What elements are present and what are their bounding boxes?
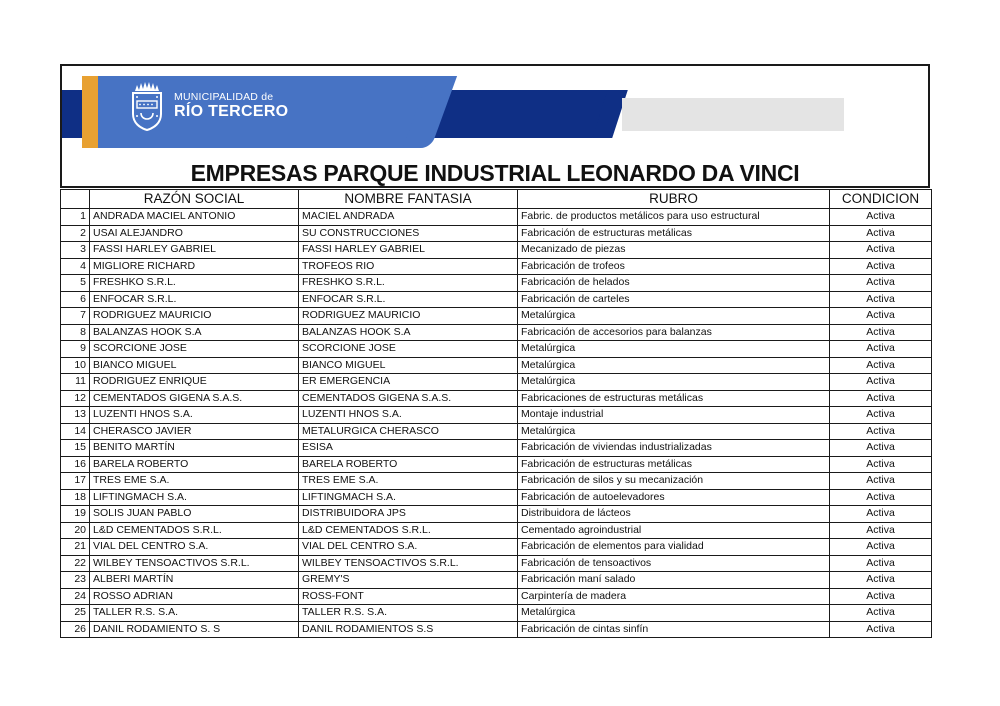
razon-social-cell: USAI ALEJANDRO	[90, 225, 299, 242]
rubro-cell: Fabricación de carteles	[518, 291, 830, 308]
nombre-fantasia-cell: SCORCIONE JOSE	[299, 341, 518, 358]
row-number: 12	[61, 390, 90, 407]
row-number: 23	[61, 572, 90, 589]
razon-social-cell: BENITO MARTÍN	[90, 440, 299, 457]
row-number: 21	[61, 539, 90, 556]
nombre-fantasia-cell: CEMENTADOS GIGENA S.A.S.	[299, 390, 518, 407]
rubro-cell: Fabricaciones de estructuras metálicas	[518, 390, 830, 407]
table-row	[61, 390, 932, 407]
row-number: 3	[61, 242, 90, 259]
companies-table	[60, 189, 932, 638]
column-header-nombre-fantasia: NOMBRE FANTASIA	[299, 190, 518, 209]
condicion-cell: Activa	[830, 555, 932, 572]
table-row	[61, 539, 932, 556]
table-row	[61, 489, 932, 506]
nombre-fantasia-cell: ENFOCAR S.R.L.	[299, 291, 518, 308]
row-number: 18	[61, 489, 90, 506]
razon-social-cell: RODRIGUEZ ENRIQUE	[90, 374, 299, 391]
condicion-cell: Activa	[830, 341, 932, 358]
nombre-fantasia-cell: GREMY'S	[299, 572, 518, 589]
nombre-fantasia-cell: DANIL RODAMIENTOS S.S	[299, 621, 518, 638]
table-row	[61, 324, 932, 341]
rubro-cell: Fabricación de viviendas industrializadas	[518, 440, 830, 457]
rubro-cell: Fabricación de helados	[518, 275, 830, 292]
nombre-fantasia-cell: LUZENTI HNOS S.A.	[299, 407, 518, 424]
table-row	[61, 374, 932, 391]
nombre-fantasia-cell: BIANCO MIGUEL	[299, 357, 518, 374]
condicion-cell: Activa	[830, 605, 932, 622]
nombre-fantasia-cell: TALLER R.S. S.A.	[299, 605, 518, 622]
municipal-crest-icon	[128, 80, 166, 132]
rubro-cell: Fabricación de cintas sinfín	[518, 621, 830, 638]
condicion-cell: Activa	[830, 374, 932, 391]
nombre-fantasia-cell: L&D CEMENTADOS S.R.L.	[299, 522, 518, 539]
table-row	[61, 522, 932, 539]
row-number: 25	[61, 605, 90, 622]
row-number: 15	[61, 440, 90, 457]
banner-orange-accent	[82, 76, 98, 148]
table-row	[61, 308, 932, 325]
logo-title: RÍO TERCERO	[174, 102, 289, 120]
table-row	[61, 275, 932, 292]
razon-social-cell: RODRIGUEZ MAURICIO	[90, 308, 299, 325]
condicion-cell: Activa	[830, 522, 932, 539]
document-header	[60, 64, 930, 188]
row-number: 14	[61, 423, 90, 440]
condicion-cell: Activa	[830, 572, 932, 589]
row-number: 7	[61, 308, 90, 325]
logo-subtitle: MUNICIPALIDAD de	[174, 91, 274, 104]
condicion-cell: Activa	[830, 407, 932, 424]
condicion-cell: Activa	[830, 209, 932, 226]
condicion-cell: Activa	[830, 308, 932, 325]
nombre-fantasia-cell: WILBEY TENSOACTIVOS S.R.L.	[299, 555, 518, 572]
column-header-rubro: RUBRO	[518, 190, 830, 209]
razon-social-cell: BARELA ROBERTO	[90, 456, 299, 473]
table-row	[61, 588, 932, 605]
table-row	[61, 357, 932, 374]
razon-social-cell: LIFTINGMACH S.A.	[90, 489, 299, 506]
condicion-cell: Activa	[830, 621, 932, 638]
row-number: 17	[61, 473, 90, 490]
nombre-fantasia-cell: FRESHKO S.R.L.	[299, 275, 518, 292]
rubro-cell: Fabricación de trofeos	[518, 258, 830, 275]
nombre-fantasia-cell: DISTRIBUIDORA JPS	[299, 506, 518, 523]
table-row	[61, 605, 932, 622]
table-row	[61, 473, 932, 490]
rubro-cell: Fabricación de tensoactivos	[518, 555, 830, 572]
table-row	[61, 242, 932, 259]
table-header-row	[61, 190, 932, 209]
rubro-cell: Cementado agroindustrial	[518, 522, 830, 539]
row-number: 13	[61, 407, 90, 424]
rubro-cell: Carpintería de madera	[518, 588, 830, 605]
row-number: 1	[61, 209, 90, 226]
table-row	[61, 258, 932, 275]
table-row	[61, 572, 932, 589]
condicion-cell: Activa	[830, 456, 932, 473]
nombre-fantasia-cell: TROFEOS RIO	[299, 258, 518, 275]
table-row	[61, 225, 932, 242]
row-number: 4	[61, 258, 90, 275]
razon-social-cell: ANDRADA MACIEL ANTONIO	[90, 209, 299, 226]
column-header-number	[61, 190, 90, 209]
row-number: 10	[61, 357, 90, 374]
condicion-cell: Activa	[830, 440, 932, 457]
nombre-fantasia-cell: LIFTINGMACH S.A.	[299, 489, 518, 506]
row-number: 22	[61, 555, 90, 572]
rubro-cell: Fabricación maní salado	[518, 572, 830, 589]
razon-social-cell: SOLIS JUAN PABLO	[90, 506, 299, 523]
razon-social-cell: DANIL RODAMIENTO S. S	[90, 621, 299, 638]
razon-social-cell: TRES EME S.A.	[90, 473, 299, 490]
table-row	[61, 423, 932, 440]
nombre-fantasia-cell: ER EMERGENCIA	[299, 374, 518, 391]
banner-grey-stripe	[622, 98, 844, 131]
razon-social-cell: ALBERI MARTÍN	[90, 572, 299, 589]
condicion-cell: Activa	[830, 588, 932, 605]
rubro-cell: Metalúrgica	[518, 357, 830, 374]
razon-social-cell: ENFOCAR S.R.L.	[90, 291, 299, 308]
table-row	[61, 506, 932, 523]
razon-social-cell: WILBEY TENSOACTIVOS S.R.L.	[90, 555, 299, 572]
condicion-cell: Activa	[830, 291, 932, 308]
condicion-cell: Activa	[830, 357, 932, 374]
nombre-fantasia-cell: SU CONSTRUCCIONES	[299, 225, 518, 242]
nombre-fantasia-cell: METALURGICA CHERASCO	[299, 423, 518, 440]
table-row	[61, 456, 932, 473]
row-number: 19	[61, 506, 90, 523]
column-header-condicion: CONDICION	[830, 190, 932, 209]
rubro-cell: Metalúrgica	[518, 423, 830, 440]
row-number: 2	[61, 225, 90, 242]
razon-social-cell: BALANZAS HOOK S.A	[90, 324, 299, 341]
razon-social-cell: MIGLIORE RICHARD	[90, 258, 299, 275]
row-number: 9	[61, 341, 90, 358]
razon-social-cell: CHERASCO JAVIER	[90, 423, 299, 440]
razon-social-cell: VIAL DEL CENTRO S.A.	[90, 539, 299, 556]
rubro-cell: Fabricación de autoelevadores	[518, 489, 830, 506]
razon-social-cell: SCORCIONE JOSE	[90, 341, 299, 358]
table-row	[61, 555, 932, 572]
municipality-logo	[128, 80, 288, 132]
rubro-cell: Montaje industrial	[518, 407, 830, 424]
row-number: 11	[61, 374, 90, 391]
nombre-fantasia-cell: RODRIGUEZ MAURICIO	[299, 308, 518, 325]
row-number: 20	[61, 522, 90, 539]
condicion-cell: Activa	[830, 539, 932, 556]
row-number: 5	[61, 275, 90, 292]
condicion-cell: Activa	[830, 390, 932, 407]
column-header-razon-social: RAZÓN SOCIAL	[90, 190, 299, 209]
rubro-cell: Distribuidora de lácteos	[518, 506, 830, 523]
condicion-cell: Activa	[830, 506, 932, 523]
razon-social-cell: CEMENTADOS GIGENA S.A.S.	[90, 390, 299, 407]
condicion-cell: Activa	[830, 473, 932, 490]
nombre-fantasia-cell: TRES EME S.A.	[299, 473, 518, 490]
nombre-fantasia-cell: BALANZAS HOOK S.A	[299, 324, 518, 341]
condicion-cell: Activa	[830, 489, 932, 506]
table-row	[61, 291, 932, 308]
table-row	[61, 621, 932, 638]
razon-social-cell: LUZENTI HNOS S.A.	[90, 407, 299, 424]
rubro-cell: Fabricación de accesorios para balanzas	[518, 324, 830, 341]
condicion-cell: Activa	[830, 275, 932, 292]
table-row	[61, 440, 932, 457]
condicion-cell: Activa	[830, 258, 932, 275]
nombre-fantasia-cell: VIAL DEL CENTRO S.A.	[299, 539, 518, 556]
nombre-fantasia-cell: ROSS-FONT	[299, 588, 518, 605]
rubro-cell: Fabricación de estructuras metálicas	[518, 225, 830, 242]
row-number: 26	[61, 621, 90, 638]
rubro-cell: Fabricación de silos y su mecanización	[518, 473, 830, 490]
rubro-cell: Fabricación de elementos para vialidad	[518, 539, 830, 556]
condicion-cell: Activa	[830, 225, 932, 242]
rubro-cell: Metalúrgica	[518, 605, 830, 622]
razon-social-cell: TALLER R.S. S.A.	[90, 605, 299, 622]
rubro-cell: Metalúrgica	[518, 374, 830, 391]
razon-social-cell: L&D CEMENTADOS S.R.L.	[90, 522, 299, 539]
table-row	[61, 407, 932, 424]
rubro-cell: Metalúrgica	[518, 308, 830, 325]
rubro-cell: Fabricación de estructuras metálicas	[518, 456, 830, 473]
razon-social-cell: BIANCO MIGUEL	[90, 357, 299, 374]
razon-social-cell: ROSSO ADRIAN	[90, 588, 299, 605]
razon-social-cell: FRESHKO S.R.L.	[90, 275, 299, 292]
rubro-cell: Mecanizado de piezas	[518, 242, 830, 259]
table-row	[61, 209, 932, 226]
nombre-fantasia-cell: ESISA	[299, 440, 518, 457]
condicion-cell: Activa	[830, 242, 932, 259]
condicion-cell: Activa	[830, 423, 932, 440]
row-number: 6	[61, 291, 90, 308]
nombre-fantasia-cell: MACIEL ANDRADA	[299, 209, 518, 226]
nombre-fantasia-cell: BARELA ROBERTO	[299, 456, 518, 473]
row-number: 8	[61, 324, 90, 341]
razon-social-cell: FASSI HARLEY GABRIEL	[90, 242, 299, 259]
condicion-cell: Activa	[830, 324, 932, 341]
nombre-fantasia-cell: FASSI HARLEY GABRIEL	[299, 242, 518, 259]
rubro-cell: Metalúrgica	[518, 341, 830, 358]
row-number: 24	[61, 588, 90, 605]
row-number: 16	[61, 456, 90, 473]
page-title: EMPRESAS PARQUE INDUSTRIAL LEONARDO DA VINCI	[190, 160, 800, 186]
table-row	[61, 341, 932, 358]
rubro-cell: Fabric. de productos metálicos para uso estructural	[518, 209, 830, 226]
